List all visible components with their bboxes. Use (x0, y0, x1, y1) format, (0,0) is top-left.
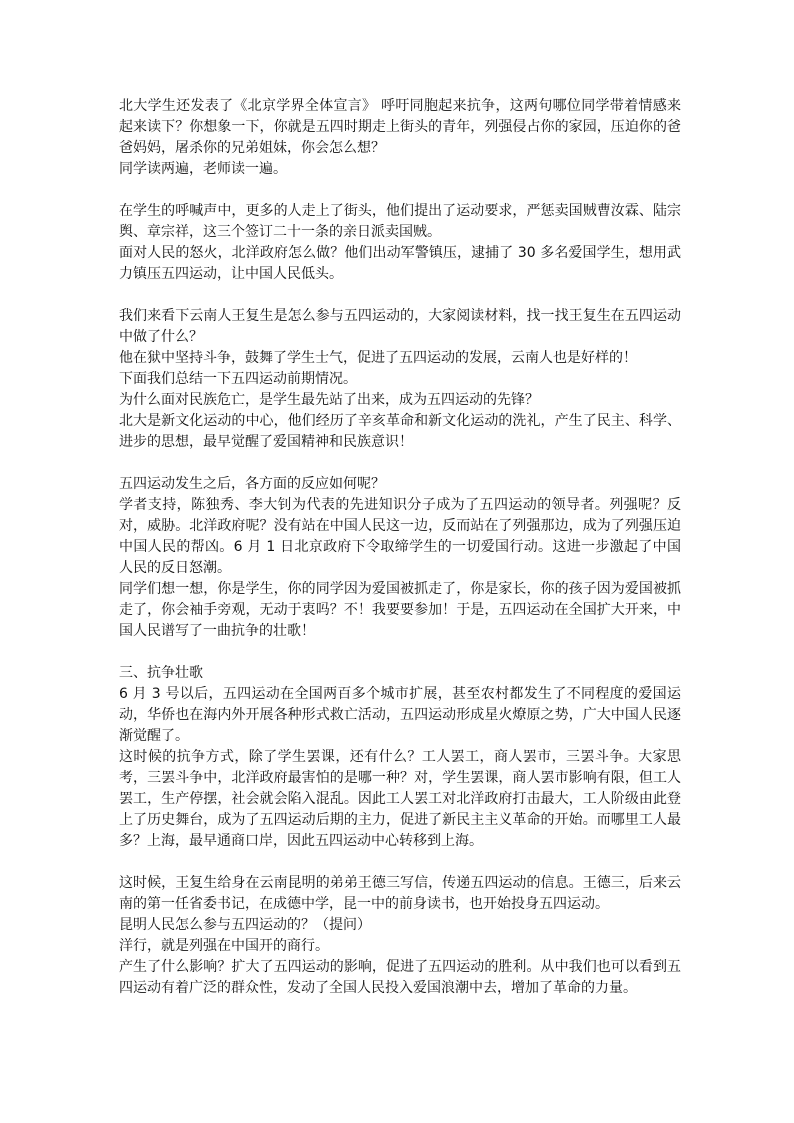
paragraph: 这时候，王复生给身在云南昆明的弟弟王德三写信，传递五四运动的信息。王德三，后来云南的第一任省委书记，在成德中学，昆一中的前身读书，也开始投身五四运动。 (119, 875, 681, 912)
blank-line (119, 180, 681, 201)
paragraph: 6 月 3 号以后，五四运动在全国两百多个城市扩展，甚至农村都发生了不同程度的爱国运动，华侨也在海内外开展各种形式救亡活动，五四运动形成星火燎原之势，广大中国人民逐渐觉醒了。 (119, 686, 681, 744)
paragraph: 同学们想一想，你是学生，你的同学因为爱国被抓走了，你是家长，你的孩子因为爱国被抓走了，你会袖手旁观，无动于衷吗？不！我要要参加！于是，五四运动在全国扩大开来，中国人民谱写了一曲抗争的壮歌！ (119, 581, 681, 639)
paragraph: 洋行，就是列强在中国开的商行。 (119, 938, 329, 954)
paragraph: 昆明人民怎么参与五四运动的？（提问） (119, 917, 371, 933)
paragraph: 产生了什么影响？扩大了五四运动的影响，促进了五四运动的胜利。从中我们也可以看到五四运动有着广泛的群众性，发动了全国人民投入爱国浪潮中去，增加了革命的力量。 (119, 959, 681, 996)
blank-line (119, 852, 681, 873)
paragraph: 同学读两遍，老师读一遍。 (119, 161, 287, 177)
paragraph: 这时候的抗争方式，除了学生罢课，还有什么？工人罢工，商人罢市，三罢斗争。大家思考，三罢斗争中，北洋政府最害怕的是哪一种？对，学生罢课，商人罢市影响有限，但工人罢工，生产停摆，社会就会陷入混乱。因此工人罢工对北洋政府打击最大，工人阶级由此登上了历史舞台，成为了五四运动后期的主力，促进了新民主主义革命的开始。而哪里工人最多？上海，最早通商口岸，因此五四运动中心转移到上海。 (119, 749, 681, 849)
paragraph: 学者支持，陈独秀、李大钊为代表的先进知识分子成为了五四运动的领导者。列强呢？反对，威胁。北洋政府呢？没有站在中国人民这一边，反而站在了列强那边，成为了列强压迫中国人民的帮凶。6 月 1 日北京政府下令取缔学生的一切爱国行动。这进一步激起了中国人民的反日怒潮。 (119, 497, 681, 576)
blank-line (119, 453, 681, 474)
document-body (119, 96, 681, 999)
paragraph: 我们来看下云南人王复生是怎么参与五四运动的，大家阅读材料，找一找王复生在五四运动中做了什么？ (119, 308, 681, 345)
paragraph: 面对人民的怒火，北洋政府怎么做？他们出动军警镇压，逮捕了 30 多名爱国学生，想用武力镇压五四运动，让中国人民低头。 (119, 245, 681, 282)
paragraph: 下面我们总结一下五四运动前期情况。 (119, 371, 357, 387)
paragraph: 北大是新文化运动的中心，他们经历了辛亥革命和新文化运动的洗礼，产生了民主、科学、进步的思想，最早觉醒了爱国精神和民族意识！ (119, 413, 681, 450)
blank-line (119, 285, 681, 306)
blank-line (119, 642, 681, 663)
paragraph: 北大学生还发表了《北京学界全体宣言》 呼吁同胞起来抗争，这两句哪位同学带着情感来起来读下？你想象一下，你就是五四时期走上街头的青年，列强侵占你的家园，压迫你的爸爸妈妈，屠杀你的兄弟姐妹，你会怎么想？ (119, 98, 681, 156)
paragraph: 为什么面对民族危亡，是学生最先站了出来，成为五四运动的先锋？ (119, 392, 539, 408)
paragraph: 在学生的呼喊声中，更多的人走上了街头，他们提出了运动要求，严惩卖国贼曹汝霖、陆宗舆、章宗祥，这三个签订二十一条的亲日派卖国贼。 (119, 203, 681, 240)
section-heading: 三、抗争壮歌 (119, 665, 203, 681)
paragraph: 他在狱中坚持斗争，鼓舞了学生士气，促进了五四运动的发展，云南人也是好样的！ (119, 350, 637, 366)
paragraph: 五四运动发生之后，各方面的反应如何呢？ (119, 476, 385, 492)
